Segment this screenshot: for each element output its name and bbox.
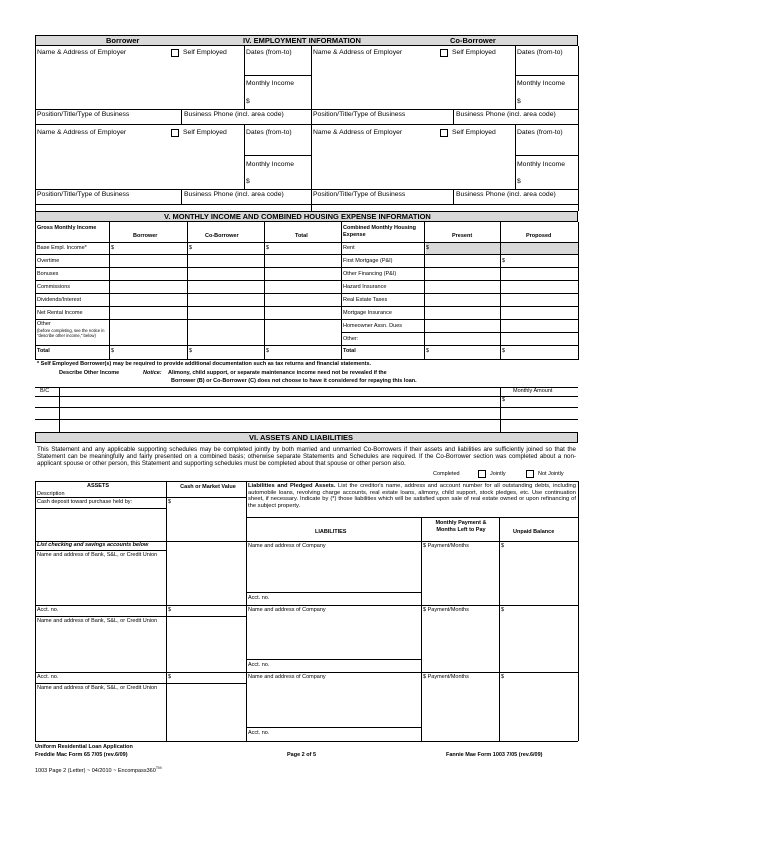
expense-row-label: Mortgage Insurance bbox=[343, 310, 392, 316]
dollar-sign: $ bbox=[189, 348, 193, 354]
dollar-sign: $ bbox=[426, 348, 430, 354]
footer-page-number: Page 2 of 5 bbox=[287, 752, 317, 758]
co-self-employed-label: Self Employed bbox=[452, 129, 496, 136]
monthly-amount-label: Monthly Amount bbox=[513, 388, 553, 394]
jointly-checkbox[interactable] bbox=[478, 470, 486, 478]
dollar-sign: $ bbox=[501, 607, 505, 613]
coborrower-header: Co-Borrower bbox=[450, 36, 496, 45]
business-phone-label: Business Phone (incl. area code) bbox=[184, 111, 284, 118]
assets-intro-text: This Statement and any applicable supporting schedules may be completed jointly by both married and unmarried Co-Borrowers if their assets and liabilities are sufficiently joined so that the Statement can be meaningfully and fairly presented on a combined basis; otherwise separate Statements and Schedules are required. If the Co-Borrower section was completed about a non-applicant spouse or other person, this Statement and supporting schedules must be completed about that spouse or other person also. bbox=[37, 446, 576, 468]
co-self-employed-checkbox[interactable] bbox=[440, 49, 448, 57]
not-jointly-label: Not Jointly bbox=[538, 471, 564, 477]
expense-row-label: First Mortgage (P&I) bbox=[343, 258, 393, 264]
cash-market-header: Cash or Market Value bbox=[180, 484, 236, 490]
co-self-employed-checkbox[interactable] bbox=[440, 129, 448, 137]
income-row-label: Net Rental Income bbox=[37, 310, 83, 316]
coborrower-col-header: Co-Borrower bbox=[205, 233, 239, 239]
self-employed-checkbox[interactable] bbox=[171, 129, 179, 137]
co-business-phone-label: Business Phone (incl. area code) bbox=[456, 191, 556, 198]
proposed-col-header: Proposed bbox=[526, 233, 552, 239]
dollar-sign: $ bbox=[502, 397, 506, 403]
expense-row-label: Other: bbox=[343, 336, 359, 342]
income-row-label: Dividends/Interest bbox=[37, 297, 82, 303]
list-checking-label: List checking and savings accounts below bbox=[37, 542, 149, 548]
expense-row-label: Homeowner Assn. Dues bbox=[343, 323, 402, 329]
self-employed-label: Self Employed bbox=[183, 49, 227, 56]
gross-monthly-income-header: Gross Monthly Income bbox=[37, 225, 97, 231]
co-dates-label: Dates (from-to) bbox=[517, 49, 563, 56]
company-name-label: Name and address of Company bbox=[248, 674, 326, 680]
borrower-col-header: Borrower bbox=[133, 233, 158, 239]
self-employed-note: * Self Employed Borrower(s) may be required to provide additional documentation such as tax returns and financial statements. bbox=[37, 361, 372, 367]
income-row-label: Overtime bbox=[37, 258, 60, 264]
payment-months-label: $ Payment/Months bbox=[423, 543, 469, 549]
dollar-sign: $ bbox=[266, 348, 270, 354]
assets-col-header: ASSETS bbox=[87, 483, 110, 489]
income-title: V. MONTHLY INCOME AND COMBINED HOUSING EXPENSE INFORMATION bbox=[164, 212, 431, 221]
acct-no-label: Acct. no. bbox=[37, 607, 59, 613]
position-label: Position/Title/Type of Business bbox=[37, 191, 130, 198]
co-monthly-income-label: Monthly Income bbox=[517, 161, 565, 168]
notice-line-1: Alimony, child support, or separate maintenance income need not be revealed if the bbox=[168, 370, 387, 376]
liabilities-header: LIABILITIES bbox=[315, 529, 347, 535]
total-col-header: Total bbox=[295, 233, 308, 239]
dollar-sign: $ bbox=[502, 258, 506, 264]
income-row-label: Commissions bbox=[37, 284, 71, 290]
present-col-header: Present bbox=[452, 233, 473, 239]
income-row-label: Base Empl. Income* bbox=[37, 245, 87, 251]
payment-months-label: $ Payment/Months bbox=[423, 607, 469, 613]
company-name-label: Name and address of Company bbox=[248, 543, 326, 549]
dollar-sign: $ bbox=[501, 674, 505, 680]
dollar-sign: $ bbox=[517, 98, 521, 105]
expense-row-label: Real Estate Taxes bbox=[343, 297, 388, 303]
description-header: Description bbox=[37, 491, 65, 497]
company-name-label: Name and address of Company bbox=[248, 607, 326, 613]
dollar-sign: $ bbox=[168, 607, 172, 613]
co-position-label: Position/Title/Type of Business bbox=[313, 191, 406, 198]
dollar-sign: $ bbox=[501, 543, 505, 549]
dollar-sign: $ bbox=[517, 178, 521, 185]
footer-form-title: Uniform Residential Loan Application bbox=[35, 744, 133, 750]
co-self-employed-label: Self Employed bbox=[452, 49, 496, 56]
footer-fannie: Fannie Mae Form 1003 7/05 (rev.6/09) bbox=[446, 752, 543, 758]
income-section-header bbox=[35, 211, 578, 222]
income-row-label: Bonuses bbox=[37, 271, 59, 277]
expense-row-label: Total bbox=[343, 348, 356, 354]
monthly-payment-header: Monthly Payment & Months Left to Pay bbox=[435, 520, 487, 533]
dollar-sign: $ bbox=[111, 245, 115, 251]
self-employed-checkbox[interactable] bbox=[171, 49, 179, 57]
dollar-sign: $ bbox=[111, 348, 115, 354]
housing-expense-header: Combined Monthly Housing Expense bbox=[343, 225, 417, 238]
monthly-income-label: Monthly Income bbox=[246, 80, 294, 87]
bank-name-label: Name and address of Bank, S&L, or Credit Union bbox=[37, 685, 158, 691]
acct-no-label: Acct. no. bbox=[37, 674, 59, 680]
dollar-sign: $ bbox=[168, 499, 172, 505]
acct-no-label: Acct. no. bbox=[248, 730, 270, 736]
dollar-sign: $ bbox=[246, 98, 250, 105]
co-position-label: Position/Title/Type of Business bbox=[313, 111, 406, 118]
co-employer-name-label: Name & Address of Employer bbox=[313, 49, 403, 56]
income-row-label: Total bbox=[37, 348, 50, 354]
bank-name-label: Name and address of Bank, S&L, or Credit Union bbox=[37, 552, 158, 558]
income-row-label: Other bbox=[37, 321, 51, 327]
not-jointly-checkbox[interactable] bbox=[526, 470, 534, 478]
bc-label: B/C bbox=[40, 388, 50, 394]
acct-no-label: Acct. no. bbox=[248, 662, 270, 668]
dollar-sign: $ bbox=[266, 245, 270, 251]
dollar-sign: $ bbox=[189, 245, 193, 251]
monthly-income-label: Monthly Income bbox=[246, 161, 294, 168]
business-phone-label: Business Phone (incl. area code) bbox=[184, 191, 284, 198]
position-label: Position/Title/Type of Business bbox=[37, 111, 130, 118]
expense-row-label: Rent bbox=[343, 245, 355, 251]
co-business-phone-label: Business Phone (incl. area code) bbox=[456, 111, 556, 118]
employer-name-label: Name & Address of Employer bbox=[37, 129, 127, 136]
bank-name-label: Name and address of Bank, S&L, or Credit Union bbox=[37, 618, 158, 624]
liabilities-intro: Liabilities and Pledged Assets. List the creditor's name, address and account number for all outstanding debts, including automobile loans, revolving charge accounts, real estate loans, alimony, child support, stock pledges, etc. Use continuation sheet, if necessary. Indicate by (*) those liabilities which will be satisfied upon sale of real estate owned or upon refinancing of the subject property. bbox=[248, 483, 576, 509]
assets-title: VI. ASSETS AND LIABILITIES bbox=[249, 433, 354, 442]
payment-months-label: $ Payment/Months bbox=[423, 674, 469, 680]
acct-no-label: Acct. no. bbox=[248, 595, 270, 601]
describe-other-income-label: Describe Other Income bbox=[59, 370, 120, 376]
dates-label: Dates (from-to) bbox=[246, 49, 292, 56]
expense-row-label: Hazard Insurance bbox=[343, 284, 387, 290]
other-income-note: (before completing, see the notice in "describe other income," below) bbox=[37, 328, 105, 338]
footer-freddie: Freddie Mac Form 65 7/05 (rev.6/09) bbox=[35, 752, 128, 758]
unpaid-balance-header: Unpaid Balance bbox=[513, 529, 555, 535]
co-employer-name-label: Name & Address of Employer bbox=[313, 129, 403, 136]
notice-label: Notice: bbox=[143, 370, 162, 376]
co-monthly-income-label: Monthly Income bbox=[517, 80, 565, 87]
dollar-sign: $ bbox=[502, 348, 506, 354]
dollar-sign: $ bbox=[168, 674, 172, 680]
borrower-header: Borrower bbox=[106, 36, 140, 45]
notice-line-2: Borrower (B) or Co-Borrower (C) does not choose to have it considered for repaying this loan. bbox=[171, 378, 417, 384]
assets-section-header bbox=[35, 432, 578, 443]
employment-section-header bbox=[35, 35, 578, 46]
cash-deposit-label: Cash deposit toward purchase held by: bbox=[37, 499, 133, 505]
employment-title: IV. EMPLOYMENT INFORMATION bbox=[243, 36, 361, 45]
dollar-sign: $ bbox=[246, 178, 250, 185]
completed-label: Completed bbox=[433, 471, 460, 477]
expense-row-label: Other Financing (P&I) bbox=[343, 271, 397, 277]
jointly-label: Jointly bbox=[490, 471, 506, 477]
dollar-sign: $ bbox=[426, 245, 430, 251]
footer-encompass: 1003 Page 2 (Letter) ~ 04/2010 ~ Encompass360™ bbox=[35, 765, 162, 774]
co-dates-label: Dates (from-to) bbox=[517, 129, 563, 136]
employer-name-label: Name & Address of Employer bbox=[37, 49, 127, 56]
self-employed-label: Self Employed bbox=[183, 129, 227, 136]
dates-label: Dates (from-to) bbox=[246, 129, 292, 136]
